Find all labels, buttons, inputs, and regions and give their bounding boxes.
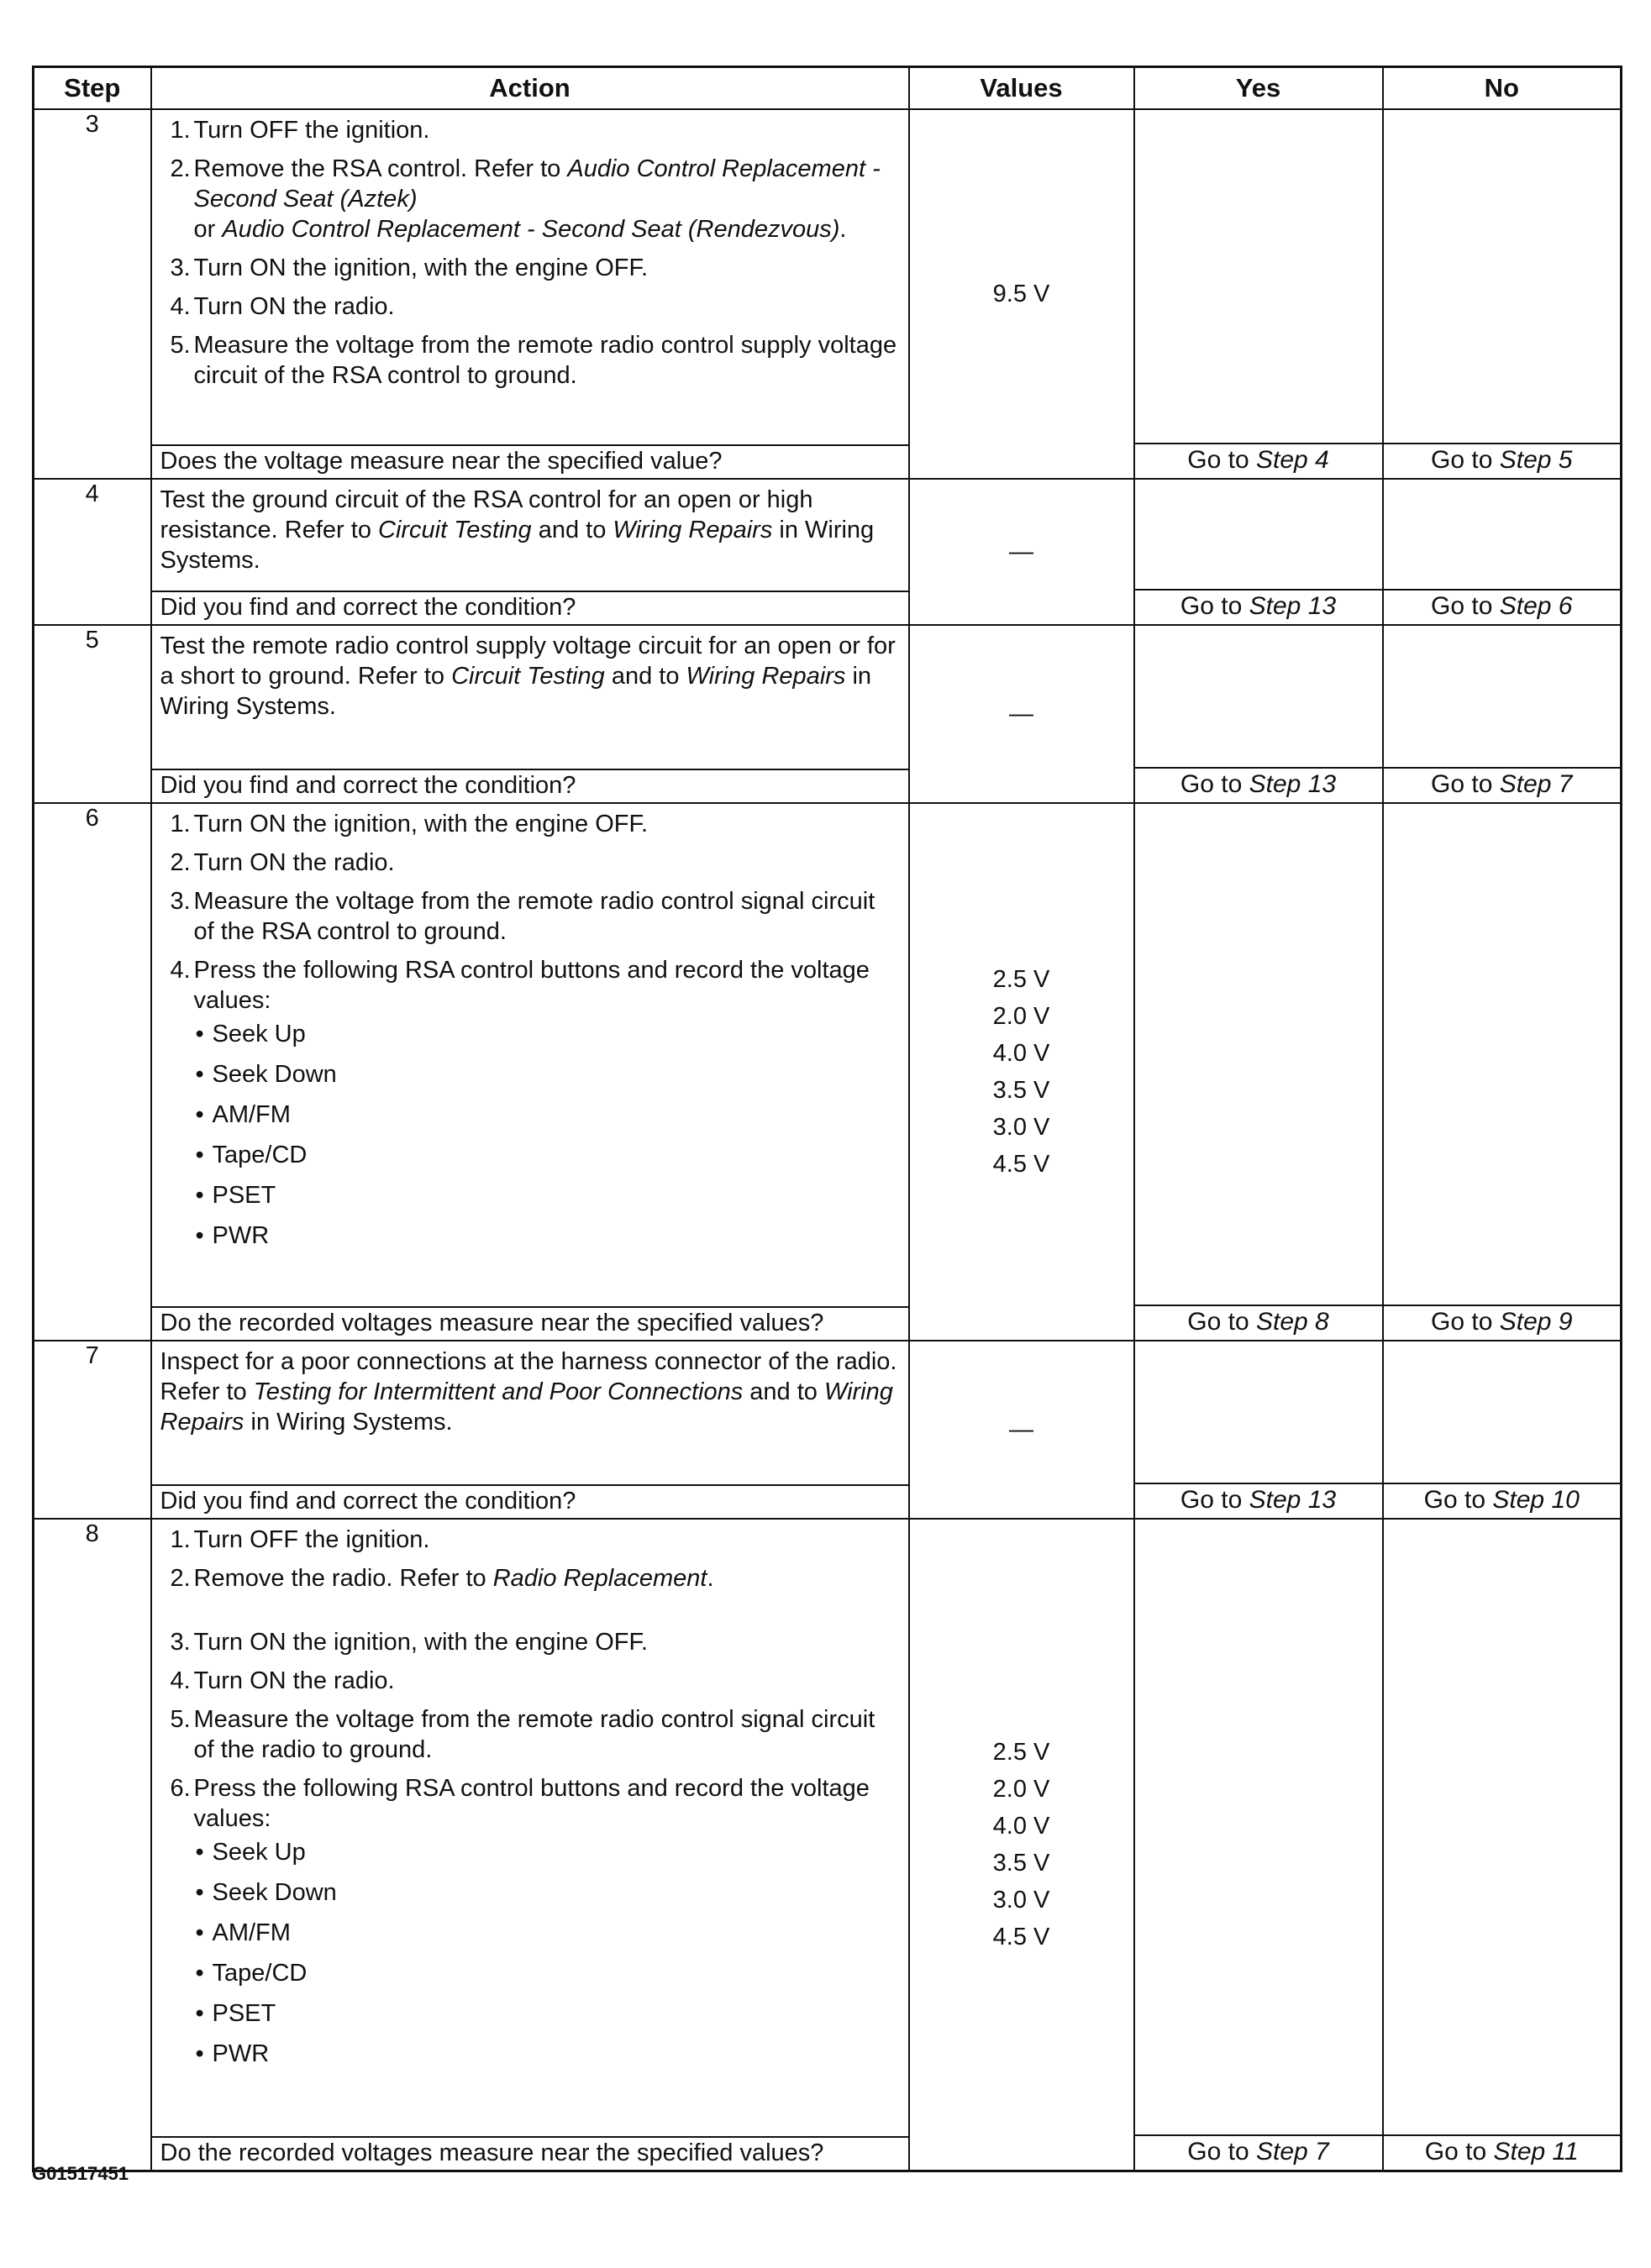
- list-item: 4. Turn ON the radio.: [170, 293, 395, 320]
- list-item: 3. Turn ON the ignition, with the engine OFF.: [170, 1629, 649, 1656]
- reference-link: Audio Control Replacement - Second Seat (Aztek): [193, 155, 881, 213]
- value-text: —: [1009, 701, 1033, 727]
- list-item: 1. Turn ON the ignition, with the engine OFF.: [170, 811, 649, 837]
- procedure-list: [160, 115, 900, 391]
- value-text: 9.5 V: [992, 281, 1050, 307]
- values-cell: [909, 479, 1134, 625]
- list-item: 2. Remove the radio. Refer to Radio Replacement.: [170, 1565, 714, 1592]
- button-bullet-list: [194, 1019, 900, 1251]
- header-yes: Yes: [1134, 67, 1383, 110]
- yes-goto[interactable]: Go to Step 13: [1135, 767, 1382, 802]
- table-row-step-4: [34, 479, 1622, 625]
- procedure-list: [160, 809, 900, 1251]
- reference-link: Wiring Repairs: [160, 1378, 893, 1436]
- no-cell: [1383, 109, 1622, 479]
- values-cell: [909, 1519, 1134, 2171]
- question-text: Do the recorded voltages measure near the specified values?: [152, 2136, 908, 2170]
- no-goto[interactable]: Go to Step 5: [1384, 443, 1621, 478]
- value-text: 2.0 V: [992, 1003, 1050, 1030]
- no-cell: [1383, 479, 1622, 625]
- no-goto[interactable]: Go to Step 7: [1384, 767, 1621, 802]
- value-text: 3.0 V: [992, 1886, 1050, 1914]
- value-text: 2.5 V: [992, 1738, 1050, 1766]
- header-no: No: [1383, 67, 1622, 110]
- bullet-item: • PWR: [213, 2039, 900, 2069]
- no-goto[interactable]: Go to Step 10: [1384, 1483, 1621, 1518]
- question-text: Did you find and correct the condition?: [152, 1484, 908, 1518]
- action-cell: Test the ground circuit of the RSA control for an open or high resistance. Refer to Circuit Testing and to Wiring Repairs in Wiring Systems. Did you find and correct the condition?: [151, 479, 909, 625]
- action-cell: [151, 803, 909, 1341]
- bullet-item: • PSET: [213, 1180, 900, 1210]
- values-cell: [909, 625, 1134, 803]
- yes-cell: [1134, 625, 1383, 803]
- list-item: 2. Turn ON the radio.: [170, 849, 395, 876]
- bullet-item: • Seek Down: [213, 1877, 900, 1908]
- values-cell: [909, 803, 1134, 1341]
- header-values: Values: [909, 67, 1134, 110]
- yes-goto[interactable]: Go to Step 13: [1135, 1483, 1382, 1518]
- value-text: 2.5 V: [992, 966, 1050, 993]
- yes-cell: [1134, 1341, 1383, 1519]
- reference-link: Circuit Testing: [451, 663, 605, 690]
- header-action: Action: [151, 67, 909, 110]
- bullet-item: • AM/FM: [213, 1100, 900, 1130]
- no-goto[interactable]: Go to Step 6: [1384, 589, 1621, 624]
- list-item: 4. Turn ON the radio.: [170, 1667, 395, 1694]
- yes-goto[interactable]: Go to Step 7: [1135, 2134, 1382, 2170]
- header-step: Step: [34, 67, 151, 110]
- button-bullet-list: [194, 1837, 900, 2069]
- table-row-step-5: [34, 625, 1622, 803]
- yes-goto[interactable]: Go to Step 4: [1135, 443, 1382, 478]
- diagnostic-table-sheet: [32, 66, 1620, 2172]
- bullet-item: • Tape/CD: [213, 1140, 900, 1170]
- value-text: 2.0 V: [992, 1775, 1050, 1803]
- reference-link: Wiring Repairs: [686, 663, 846, 690]
- no-goto[interactable]: Go to Step 11: [1384, 2134, 1621, 2170]
- bullet-item: • Tape/CD: [213, 1958, 900, 1988]
- no-cell: [1383, 625, 1622, 803]
- list-item: 6. Press the following RSA control buttons and record the voltage values: • Seek Up • Seek Down • AM/FM • Tape/CD • PSET • PWR: [194, 1773, 900, 2069]
- value-text: 3.5 V: [992, 1849, 1050, 1877]
- list-item: 4. Press the following RSA control buttons and record the voltage values: • Seek Up • Seek Down • AM/FM • Tape/CD • PSET • PWR: [194, 955, 900, 1251]
- reference-link: Circuit Testing: [378, 517, 532, 543]
- step-number: 7: [34, 1341, 151, 1519]
- value-text: 4.0 V: [992, 1812, 1050, 1840]
- no-cell: [1383, 1341, 1622, 1519]
- question-text: Did you find and correct the condition?: [152, 769, 908, 802]
- list-item: 3. Turn ON the ignition, with the engine OFF.: [170, 255, 649, 281]
- table-row-step-6: [34, 803, 1622, 1341]
- procedure-list: [160, 1525, 900, 2069]
- reference-link: Testing for Intermittent and Poor Connections: [253, 1378, 744, 1405]
- bullet-item: • PSET: [213, 1998, 900, 2029]
- table-header-row: [34, 67, 1622, 110]
- value-text: 4.5 V: [992, 1923, 1050, 1950]
- diagnostic-table: [32, 66, 1622, 2172]
- yes-goto[interactable]: Go to Step 8: [1135, 1305, 1382, 1340]
- yes-goto[interactable]: Go to Step 13: [1135, 589, 1382, 624]
- list-item: 5. Measure the voltage from the remote radio control supply voltage circuit of the RSA control to ground.: [170, 332, 897, 389]
- table-row-step-7: [34, 1341, 1622, 1519]
- bullet-item: • PWR: [213, 1221, 900, 1251]
- reference-link: Radio Replacement: [492, 1565, 707, 1592]
- value-text: 3.5 V: [992, 1077, 1050, 1104]
- values-cell: [909, 1341, 1134, 1519]
- reference-link: Wiring Repairs: [613, 517, 773, 543]
- yes-cell: [1134, 803, 1383, 1341]
- action-cell: Test the remote radio control supply voltage circuit for an open or for a short to ground. Refer to Circuit Testing and to Wiring Repairs in Wiring Systems. Did you find and correct the condition?: [151, 625, 909, 803]
- bullet-item: • Seek Up: [213, 1837, 900, 1867]
- yes-cell: [1134, 109, 1383, 479]
- yes-cell: [1134, 1519, 1383, 2171]
- question-text: Does the voltage measure near the specified value?: [152, 444, 908, 478]
- no-cell: [1383, 1519, 1622, 2171]
- step-number: 4: [34, 479, 151, 625]
- value-text: 4.0 V: [992, 1040, 1050, 1067]
- question-text: Do the recorded voltages measure near the specified values?: [152, 1306, 908, 1340]
- yes-cell: [1134, 479, 1383, 625]
- question-text: Did you find and correct the condition?: [152, 591, 908, 624]
- value-text: —: [1009, 1416, 1033, 1443]
- value-text: 4.5 V: [992, 1151, 1050, 1178]
- step-number: 5: [34, 625, 151, 803]
- step-number: 3: [34, 109, 151, 479]
- value-text: —: [1009, 538, 1033, 565]
- list-item: 3. Measure the voltage from the remote radio control signal circuit of the RSA control to ground.: [170, 888, 875, 945]
- action-cell: [151, 1519, 909, 2171]
- list-item: 1. Turn OFF the ignition.: [170, 1526, 430, 1553]
- action-cell: [151, 109, 909, 479]
- figure-id: G01517451: [32, 2163, 129, 2184]
- bullet-item: • Seek Down: [213, 1059, 900, 1089]
- list-item: 1. Turn OFF the ignition.: [170, 117, 430, 144]
- value-text: 3.0 V: [992, 1114, 1050, 1141]
- table-row-step-8: [34, 1519, 1622, 2171]
- no-goto[interactable]: Go to Step 9: [1384, 1305, 1621, 1340]
- step-number: 6: [34, 803, 151, 1341]
- step-number: 8: [34, 1519, 151, 2171]
- list-item: 5. Measure the voltage from the remote radio control signal circuit of the radio to ground.: [170, 1706, 875, 1763]
- values-cell: [909, 109, 1134, 479]
- bullet-item: • Seek Up: [213, 1019, 900, 1049]
- no-cell: [1383, 803, 1622, 1341]
- bullet-item: • AM/FM: [213, 1918, 900, 1948]
- list-item: 2. Remove the RSA control. Refer to Audio Control Replacement - Second Seat (Aztek) or Audio Control Replacement - Second Seat (Rendezvous).: [170, 155, 881, 243]
- table-row-step-3: [34, 109, 1622, 479]
- reference-link: Audio Control Replacement - Second Seat (Rendezvous): [222, 216, 840, 243]
- action-cell: Inspect for a poor connections at the harness connector of the radio. Refer to Testing for Intermittent and Poor Connections and to Wiring Repairs in Wiring Systems. Did you find and correct the condition?: [151, 1341, 909, 1519]
